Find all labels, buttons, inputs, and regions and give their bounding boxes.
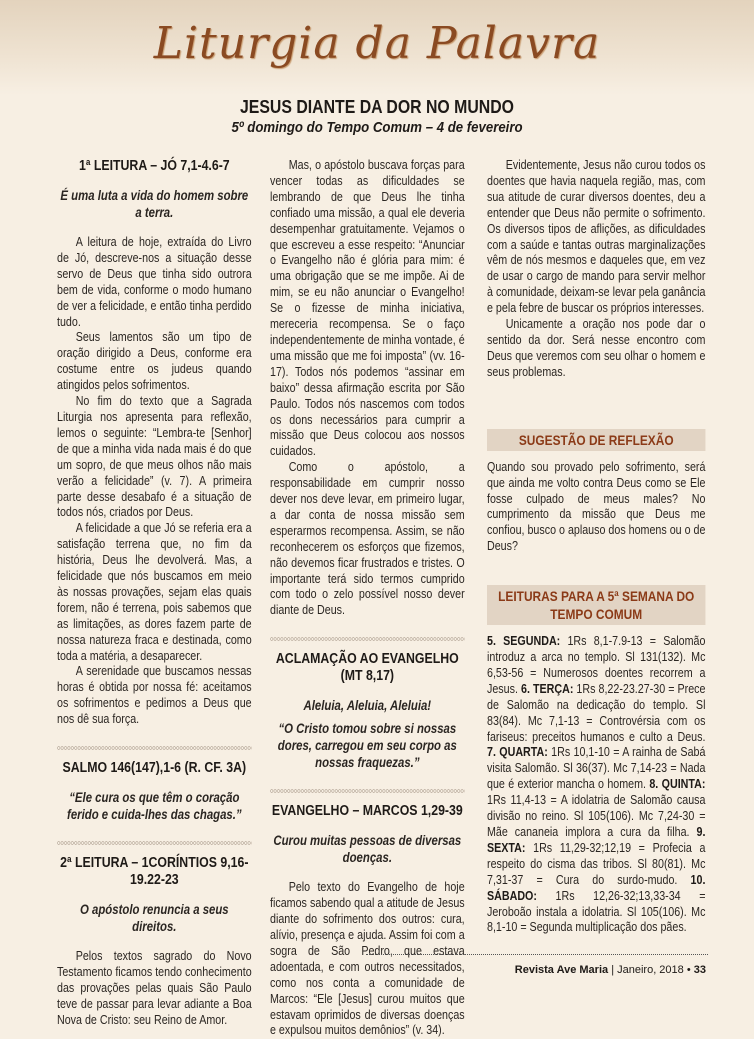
gospel-quote: Curou muitas pessoas de diversas doenças. bbox=[273, 833, 462, 866]
column-1 bbox=[57, 158, 252, 1029]
footer-divider bbox=[366, 954, 708, 955]
day-readings: 1Rs 10,1-10 = A rainha de Sabá visita Salomão. Sl 36(37). Mc 7,14-23 = Nada que é exterior mancha o homem. bbox=[487, 745, 706, 792]
day-readings: 1Rs 12,26-32;13,33-34 = Jeroboão instala a idolatria. Sl 105(106). Mc 8,1-10 = Segunda multiplicação dos pães. bbox=[487, 888, 706, 935]
day-label: 5. SEGUNDA: bbox=[487, 634, 561, 649]
day-readings: 1Rs 11,4-13 = A idolatria de Salomão causa divisão no reino. Sl 105(106). Mc 7,24-30 = Mãe cananeia implora a cura da filha. bbox=[487, 793, 706, 839]
column-2 bbox=[270, 158, 465, 1039]
magazine-name: Revista Ave Maria bbox=[514, 964, 609, 976]
divider bbox=[270, 637, 465, 641]
divider bbox=[57, 841, 252, 845]
reading1-quote: É uma luta a vida do homem sobre a terra. bbox=[60, 188, 249, 220]
acclamation-quote: “O Cristo tomou sobre si nossas dores, carregou em seu corpo as nossas fraquezas.” bbox=[277, 721, 457, 771]
day-readings: 1Rs 8,22-23.27-30 = Prece de Salomão na dedicação do templo. Sl 83(84). Mc 7,1-13 = Controvérsia com os fariseus: preceitos humanos e culto a Deus. bbox=[487, 681, 706, 744]
reading1-heading: 1ª LEITURA – JÓ 7,1-4.6-7 bbox=[78, 158, 230, 174]
day-readings: 1Rs 11,29-32;12,19 = Profecia a respeito do cisma das tribos. Sl 80(81). Mc 7,31-37 = Cura do surdo-mudo. bbox=[487, 840, 706, 887]
column-3 bbox=[487, 158, 705, 936]
paragraph: Seus lamentos são um tipo de oração dirigido a Deus, conforme era costume entre os judeus quando atingidos pelos sofrimentos. bbox=[57, 330, 252, 393]
paragraph: Mas, o apóstolo buscava forças para vencer todas as dificuldades se lembrando de que Deus lhe tinha confiado uma missão, a qual ele deveria desempenhar gratuitamente. Vejamos o que escreveu a esse respeito: “Anunciar o Evangelho não é glória para mim: é uma obrigação que se me impõe. Ai de mim, se eu não anunciar o Evangelho! Se o fizesse de minha iniciativa, mereceria recompensa. Se o faço independentemente de minha vontade, é uma missão que me foi imposta” (vv. 16-17). Todos nós podemos “assinar em baixo” dessa afirmação escrita por São Paulo. Todos nós nascemos com todos os dons necessários para cumprir a missão que Deus colocou aos nossos cuidados. bbox=[270, 158, 465, 459]
day-label: 8. QUINTA: bbox=[649, 777, 706, 792]
page-subtitle: 5º domingo do Tempo Comum – 4 de fevereiro bbox=[231, 119, 523, 136]
day-label: 10. SÁBADO: bbox=[487, 872, 706, 903]
psalm-heading: SALMO 146(147),1-6 (R. CF. 3A) bbox=[62, 760, 247, 777]
acclamation-heading: ACLAMAÇÃO AO EVANGELHO (MT 8,17) bbox=[275, 651, 459, 685]
paragraph: Unicamente a oração nos pode dar o sentido da dor. Será nesse encontro com Deus que veremos com seu olhar o homem e seus problemas. bbox=[487, 317, 706, 379]
page-title: JESUS DIANTE DA DOR NO MUNDO bbox=[239, 97, 514, 117]
divider bbox=[270, 789, 465, 793]
reflection-text: Quando sou provado pelo sofrimento, será que ainda me volto contra Deus como se Ele fosse culpado de meus males? No cumprimento da missão que Deus me confiou, busco o aplauso dos homens ou o de Deus? bbox=[487, 459, 706, 554]
page-number: 33 bbox=[693, 964, 706, 976]
day-label: 7. QUARTA: bbox=[487, 745, 548, 760]
acclamation-aleluia: Aleluia, Aleluia, Aleluia! bbox=[303, 698, 432, 714]
day-label: 9. SEXTA: bbox=[487, 825, 706, 855]
reading2-heading: 2ª LEITURA – 1CORÍNTIOS 9,16-19.22-23 bbox=[60, 855, 249, 889]
reading2-quote: O apóstolo renuncia a seus direitos. bbox=[80, 902, 229, 935]
paragraph: Como o apóstolo, a responsabilidade em cumprir nosso dever nos deve levar, em primeiro lugar, a dar conta de nossa missão sem esperarmos recompensa. Assim, se não reconhecerem os esforços que fizemos, não devemos ficar frustrados e tristes. O importante terá sido termos cumprido com todo o zelo possível nosso dever diante de Deus. bbox=[270, 460, 465, 618]
paragraph: Pelos textos sagrado do Novo Testamento ficamos tendo conhecimento das provações pelas quais São Paulo teve de passar para levar adiante a Boa Nova de Cristo: seu Reino de Amor. bbox=[57, 949, 252, 1027]
day-label: 6. TERÇA: bbox=[520, 681, 574, 696]
issue-date: | Janeiro, 2018 • bbox=[611, 964, 691, 976]
divider bbox=[57, 746, 252, 750]
section-logo: Liturgia da Palavra bbox=[153, 18, 601, 69]
paragraph: A serenidade que buscamos nessas horas é obtida por nossa fé: aceitamos os sofrimentos e pedimos a Deus que nos dê sua força. bbox=[57, 664, 252, 727]
footer bbox=[515, 964, 706, 976]
paragraph: A felicidade a que Jó se referia era a satisfação terrena que, no fim da história, Deus lhe devolverá. Mas, a felicidade que nós buscamos em meio às nossas provações, sejam elas quais forem, não é terrena, pois sabemos que as limitações, as dores fazem parte de nossa natureza fraca e destinada, como toda a matéria, a desaparecer. bbox=[57, 521, 252, 663]
week-readings-heading: LEITURAS PARA A 5ª SEMANA DO TEMPO COMUM bbox=[487, 585, 705, 625]
paragraph: No fim do texto que a Sagrada Liturgia nos apresenta para reflexão, lemos o seguinte: “Lembra-te [Senhor] de que a minha vida nada mais é do que um sopro, de que meus olhos não mais verão a felicidade” (v. 7). A primeira parte desse desabafo é a situação de todos nós, criados por Deus. bbox=[57, 394, 252, 520]
reflection-heading: SUGESTÃO DE REFLEXÃO bbox=[487, 429, 705, 451]
gospel-heading: EVANGELHO – MARCOS 1,29-39 bbox=[271, 803, 463, 820]
psalm-quote: “Ele cura os que têm o coração ferido e cuida-lhes das chagas.” bbox=[67, 790, 242, 823]
paragraph: Pelo texto do Evangelho de hoje ficamos sabendo qual a atitude de Jesus diante do sofrimento dos outros: cura, alívio, presença e ajuda. Assim foi com a sogra de São Pedro, que estava adoentada, e com outros necessitados, como nos conta a comunidade de Marcos: “Ele [Jesus] curou muitos que estavam oprimidos de diversas doenças e expulsou muitos demônios” (v. 34). bbox=[270, 880, 465, 1038]
day-readings: 1Rs 8,1-7.9-13 = Salomão introduz a arca no templo. Sl 131(132). Mc 6,53-56 = Numerosos doentes recorrem a Jesus. bbox=[487, 634, 706, 696]
paragraph: Evidentemente, Jesus não curou todos os doentes que havia naquela região, mas, com sua atitude de curar diversos doentes, deu a entender que Deus não permite o sofrimento. Os diversos tipos de aflições, as dificuldades com a saúde e tantas outras marginalizações vêm de nós mesmos e daqueles que, em vez de usar o cargo de mando para servir melhor à comunidade, deixam-se levar pela ganância e pela febre de buscar os próprios interesses. bbox=[487, 158, 706, 316]
week-readings-list bbox=[487, 634, 705, 936]
paragraph: A leitura de hoje, extraída do Livro de Jó, descreve-nos a situação desse servo de Deus que tinha sido outrora bem de vida, conforme o modo humano de ver a felicidade, e então tinha perdido tudo. bbox=[57, 235, 252, 329]
